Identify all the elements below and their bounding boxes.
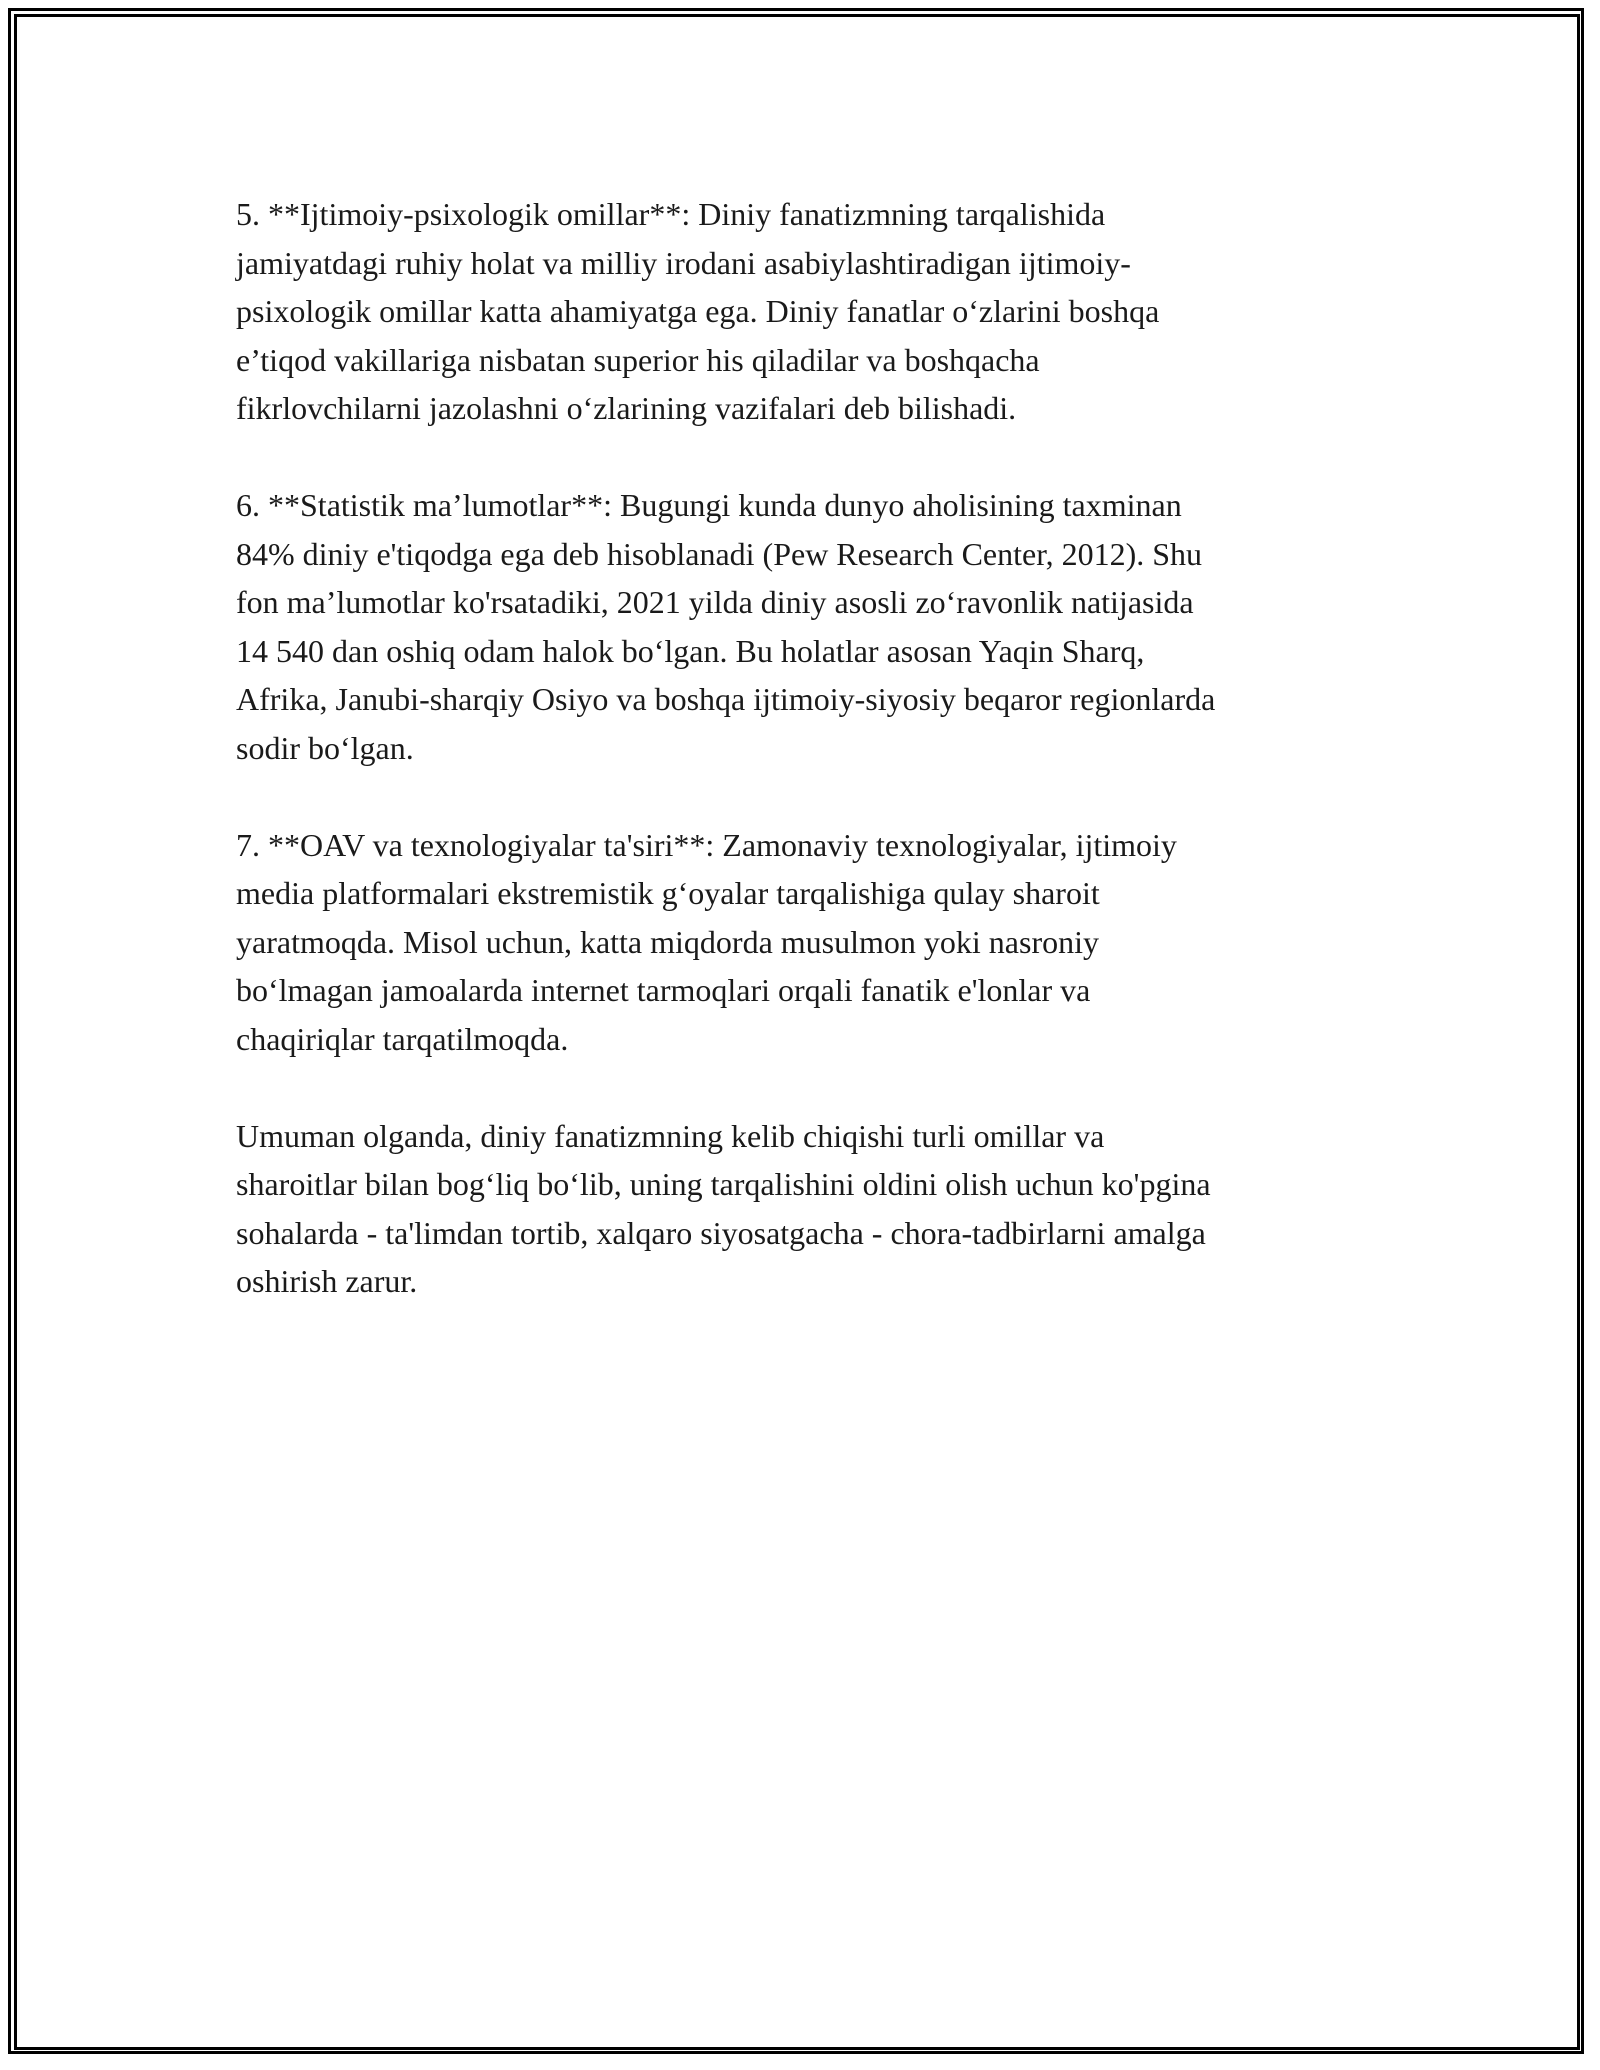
paragraph-conclusion: Umuman olganda, diniy fanatizmning kelib chiqishi turli omillar va sharoitlar bilan bog‘liq bo‘lib, uning tarqalishini oldini olish uchun ko'pgina sohalarda - ta'limdan tortib, xalqaro siyosatgacha - chora-tadbirlarni amalga oshirish zarur. xyxy=(236,1117,1211,1299)
paragraph-7: 7. **OAV va texnologiyalar ta'siri**: Zamonaviy texnologiyalar, ijtimoiy media platformalari ekstremistik g‘oyalar tarqalishiga qulay sharoit yaratmoqda. Misol uchun, katta miqdorda musulmon yoki nasroniy bo‘lmagan jamoalarda internet tarmoqlari orqali fanatik e'lonlar va chaqiriqlar tarqatilmoqda. xyxy=(236,826,1177,1057)
document-body xyxy=(236,190,1386,1354)
paragraph-5: 5. **Ijtimoiy-psixologik omillar**: Diniy fanatizmning tarqalishida jamiyatdagi ruhiy holat va milliy irodani asabiylashtiradigan ijtimoiy- psixologik omillar katta ahamiyatga ega. Diniy fanatlar o‘zlarini boshqa e’tiqod vakillariga nisbatan superior his qiladilar va boshqacha fikrlovchilarni jazolashni o‘zlarining vazifalari deb bilishadi. xyxy=(236,196,1160,426)
paragraph-6: 6. **Statistik ma’lumotlar**: Bugungi kunda dunyo aholisining taxminan 84% diniy e'tiqodga ega deb hisoblanadi (Pew Research Center, 2012). Shu fon ma’lumotlar ko'rsatadiki, 2021 yilda diniy asosli zo‘ravonlik natijasida 14 540 dan oshiq odam halok bo‘lgan. Bu holatlar asosan Yaqin Sharq, Afrika, Janubi-sharqiy Osiyo va boshqa ijtimoiy-siyosiy beqaror regionlarda sodir bo‘lgan. xyxy=(236,487,1216,766)
